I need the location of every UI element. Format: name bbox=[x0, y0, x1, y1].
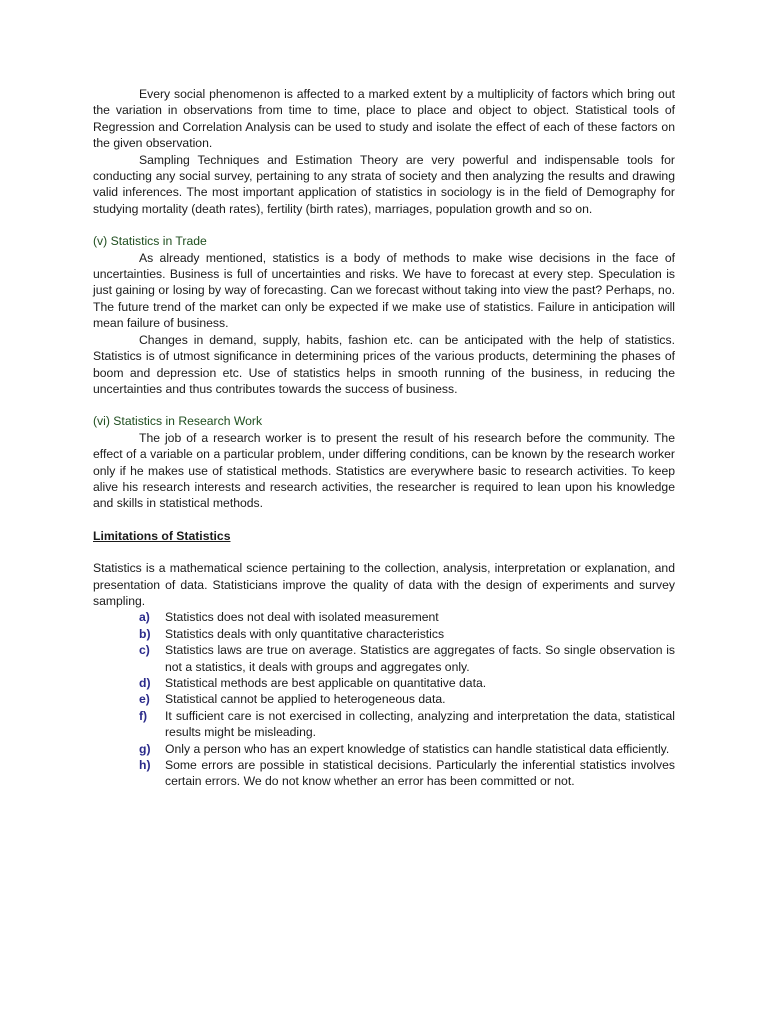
list-item bbox=[93, 691, 675, 707]
list-marker: g) bbox=[139, 741, 151, 756]
list-marker: h) bbox=[139, 758, 151, 773]
list-item bbox=[93, 675, 675, 691]
list-item bbox=[93, 757, 675, 790]
list-marker: a) bbox=[139, 610, 150, 625]
list-item-text: Statistics deals with only quantitative characteristics bbox=[165, 626, 445, 641]
list-item bbox=[93, 642, 675, 675]
list-marker: c) bbox=[139, 643, 150, 658]
trade-paragraph-2: Changes in demand, supply, habits, fashion etc. can be anticipated with the help of statistics. Statistics is of utmost significance in determining prices of the various products, determining the phases of boom and depression etc. Use of statistics helps in smooth running of the business, in reducing the uncertainties and thus contributes towards the success of business. bbox=[93, 332, 675, 396]
list-item-text: Only a person who has an expert knowledge of statistics can handle statistical data efficiently. bbox=[165, 741, 670, 756]
list-item-text: Statistical methods are best applicable on quantitative data. bbox=[165, 676, 487, 690]
limitations-intro: Statistics is a mathematical science pertaining to the collection, analysis, interpretation or explanation, and presentation of data. Statisticians improve the quality of data with the design of experiments and survey sampling. bbox=[93, 561, 675, 608]
list-item-text: It sufficient care is not exercised in collecting, analyzing and interpretation the data, statistical results might be misleading. bbox=[165, 708, 675, 740]
list-marker: e) bbox=[139, 692, 150, 707]
intro-paragraph-1: Every social phenomenon is affected to a marked extent by a multiplicity of factors which bring out the variation in observations from time to time, place to place and object to object. Statistical tools of Regression and Correlation Analysis can be used to study and isolate the effect of each of these factors on the given observation. bbox=[93, 87, 675, 151]
list-item bbox=[93, 609, 675, 625]
list-marker: d) bbox=[139, 676, 151, 690]
document-body bbox=[93, 86, 675, 790]
limitations-heading: Limitations of Statistics bbox=[93, 528, 231, 543]
list-item bbox=[93, 741, 675, 757]
list-item bbox=[93, 626, 675, 642]
research-paragraph: The job of a research worker is to present the result of his research before the community. The effect of a variable on a particular problem, under differing conditions, can be known by the research worker only if he makes use of statistical methods. Statistics are everywhere basic to research activities. To keep alive his research interests and research activities, the researcher is required to lean upon his knowledge and skills in statistical methods. bbox=[93, 430, 675, 511]
limitations-list bbox=[93, 609, 675, 789]
list-marker: b) bbox=[139, 626, 151, 641]
research-heading: (vi) Statistics in Research Work bbox=[93, 414, 263, 429]
intro-paragraph-2: Sampling Techniques and Estimation Theory are very powerful and indispensable tools for conducting any social survey, pertaining to any strata of society and then analyzing the results and drawing valid inferences. The most important application of statistics in sociology is in the field of Demography for studying mortality (death rates), fertility (birth rates), marriages, population growth and so on. bbox=[93, 152, 675, 216]
trade-heading: (v) Statistics in Trade bbox=[93, 234, 207, 249]
list-item-text: Some errors are possible in statistical decisions. Particularly the inferential statistics involves certain errors. We do not know whether an error has been committed or not. bbox=[165, 758, 675, 789]
trade-paragraph-1: As already mentioned, statistics is a body of methods to make wise decisions in the face of uncertainties. Business is full of uncertainties and risks. We have to forecast at every step. Speculation is just gaining or losing by way of forecasting. Can we forecast without taking into view the past? Perhaps, no. The future trend of the market can only be expected if we make use of statistics. Failure in anticipation will mean failure of business. bbox=[93, 250, 675, 331]
list-item bbox=[93, 708, 675, 741]
list-marker: f) bbox=[139, 708, 148, 723]
list-item-text: Statistical cannot be applied to heterogeneous data. bbox=[165, 692, 446, 707]
list-item-text: Statistics does not deal with isolated measurement bbox=[165, 610, 439, 625]
list-item-text: Statistics laws are true on average. Statistics are aggregates of facts. So single observation is not a statistics, it deals with groups and aggregates only. bbox=[165, 643, 675, 674]
